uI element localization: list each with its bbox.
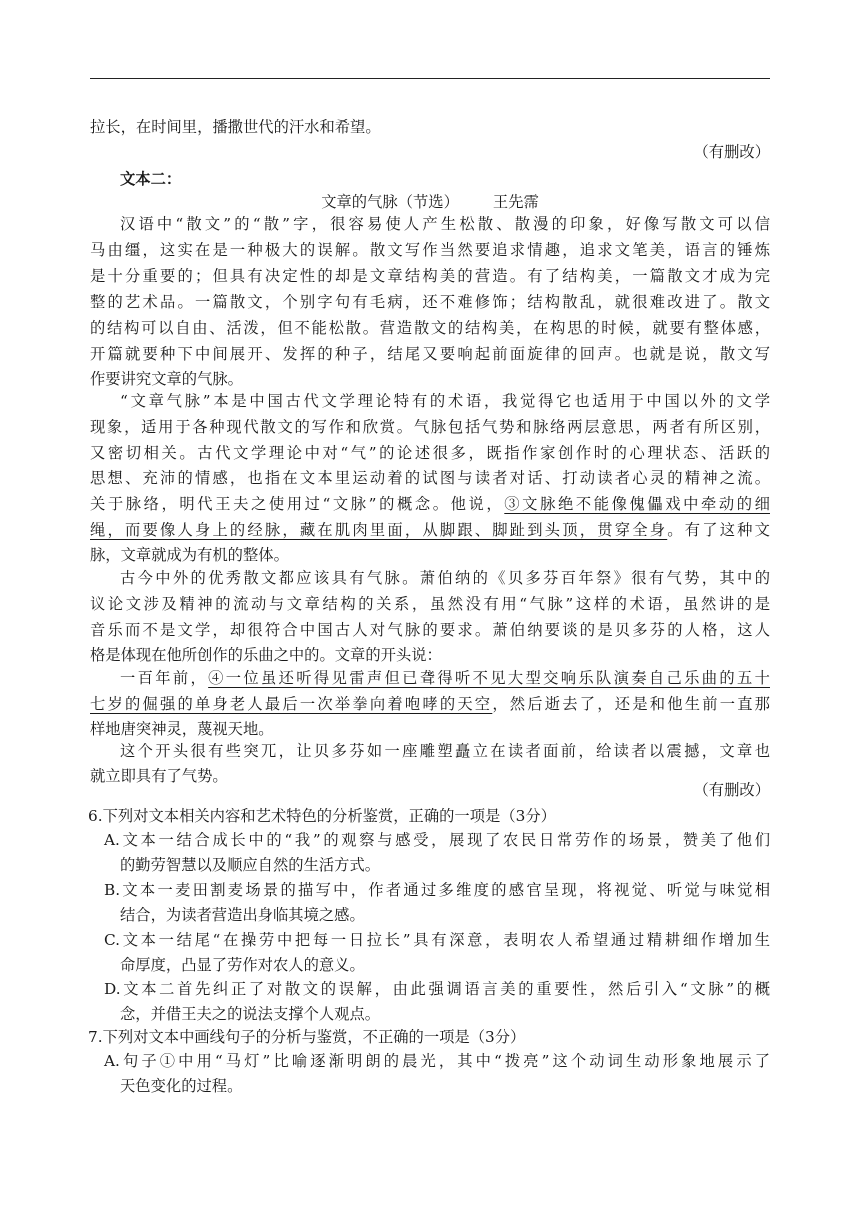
paragraph-line: 就立即具有了气势。 [90,767,228,785]
paragraph-line: 的结构可以自由、活泼，但不能松散。营造散文的结构美，在构思的时候，就要有整体感， [90,319,770,337]
text2-title: 文章的气脉（节选） [321,193,459,211]
paragraph-line: 汉语中“散文”的“散”字，很容易使人产生松散、散漫的印象，好像写散文可以信 [120,215,770,233]
paragraph-line [90,520,770,540]
q7-option-a[interactable]: A.句子①中用“马灯”比喻逐渐明朗的晨光，其中“拨亮”这个动词生动形象地展示了 [104,1052,770,1070]
paragraph-line: “文章气脉”本是中国古代文学理论特有的术语，我觉得它也适用于中国以外的文学 [120,392,770,410]
underlined-sentence-4-cont: 七岁的倔强的单身老人最后一次举拳向着咆哮的天空 [90,695,493,713]
plain-text: 。有了这种文 [667,521,770,539]
q6-option-b[interactable]: B.文本一麦田割麦场景的描写中，作者通过多维度的感官呈现，将视觉、听觉与味觉相 [104,881,770,899]
underlined-sentence-3: ③文脉绝不能像傀儡戏中牵动的细 [504,495,770,513]
plain-text: 一百年前， [120,669,209,687]
paragraph-line: 思想、充沛的情感，也指在文本里运动着的试图与读者对话、打动读者心灵的精神之流。 [90,469,770,487]
q6-option-c[interactable]: C.文本一结尾“在操劳中把每一日拉长”具有深意，表明农人希望通过精耕细作增加生 [104,931,770,949]
text2-heading [90,192,770,212]
paragraph-line: 整的艺术品。一篇散文，个别字句有毛病，还不难修饰；结构散乱，就很难改进了。散文 [90,293,770,311]
q6-option-b-cont: 结合，为读者营造出身临其境之感。 [120,906,365,924]
underlined-sentence-4: ④一位虽还听得见雷声但已聋得听不见大型交响乐队演奏自己乐曲的五十 [208,669,770,687]
plain-text: ，然后逝去了，还是和他生前一直那 [492,695,770,713]
paragraph-line: 脉，文章就成为有机的整体。 [90,546,289,564]
paragraph-line: 是十分重要的；但具有决定性的却是文章结构美的营造。有了结构美，一篇散文才成为完 [90,267,770,285]
q6-option-d[interactable]: D.文本二首先纠正了对散文的误解，由此强调语言美的重要性，然后引入“文脉”的概 [104,980,770,998]
q7-option-a-cont: 天色变化的过程。 [120,1077,243,1095]
q6-option-a[interactable]: A.文本一结合成长中的“我”的观察与感受，展现了农民日常劳作的场景，赞美了他们 [104,831,770,849]
q6-option-d-cont: 念，并借王夫之的说法支撑个人观点。 [120,1005,381,1023]
edit-note: （有删改） [693,143,770,161]
paragraph-line: 音乐而不是文学，却很符合中国古人对气脉的要求。萧伯纳要谈的是贝多芬的人格，这人 [90,621,770,639]
paragraph-line [120,668,770,688]
paragraph-line: 又密切相关。古代文学理论中对“气”的论述很多，既指作家创作时的心理状态、活跃的 [90,444,770,462]
paragraph-line: 样地唐突神灵，蔑视天地。 [90,720,274,738]
plain-text: 关于脉络，明代王夫之使用过“文脉”的概念。他说， [90,495,505,513]
text2-author: 王先霈 [492,193,539,211]
paragraph-line: 现象，适用于各种现代散文的写作和欣赏。气脉包括气势和脉络两层意思，两者有所区别， [90,418,770,436]
paragraph-line: 这个开头很有些突兀，让贝多芬如一座雕塑矗立在读者面前，给读者以震撼，文章也 [120,742,770,760]
text1-tail: 拉长，在时间里，播撒世代的汗水和希望。 [90,118,381,136]
q6-option-c-cont: 命厚度，凸显了劳作对农人的意义。 [120,956,365,974]
question-6-stem: 6.下列对文本相关内容和艺术特色的分析鉴赏，正确的一项是（3分） [88,807,556,825]
q6-option-a-cont: 的勤劳智慧以及顺应自然的生活方式。 [120,856,381,874]
paragraph-line [90,694,770,714]
paragraph-line: 古今中外的优秀散文都应该具有气脉。萧伯纳的《贝多芬百年祭》很有气势，其中的 [120,569,770,587]
paragraph-line: 议论文涉及精神的流动与文章结构的关系，虽然没有用“气脉”这样的术语，虽然讲的是 [90,595,770,613]
paragraph-line: 作要讲究文章的气脉。 [90,370,243,388]
text2-label: 文本二： [120,170,182,188]
paragraph-line: 马由缰，这实在是一种极大的误解。散文写作当然要追求情趣，追求文笔美，语言的锤炼 [90,241,770,259]
underlined-sentence-3-cont: 绳，而要像人身上的经脉，藏在肌肉里面，从脚跟、脚趾到头顶，贯穿全身 [90,521,668,539]
edit-note: （有删改） [693,781,770,799]
header-rule [90,78,770,79]
paragraph-line [90,494,770,514]
question-7-stem: 7.下列对文本中画线句子的分析与鉴赏，不正确的一项是（3分） [88,1028,526,1046]
paragraph-line: 开篇就要种下中间展开、发挥的种子，结尾又要响起前面旋律的回声。也就是说，散文写 [90,345,770,363]
paragraph-line: 格是体现在他所创作的乐曲之中的。文章的开头说： [90,646,442,664]
